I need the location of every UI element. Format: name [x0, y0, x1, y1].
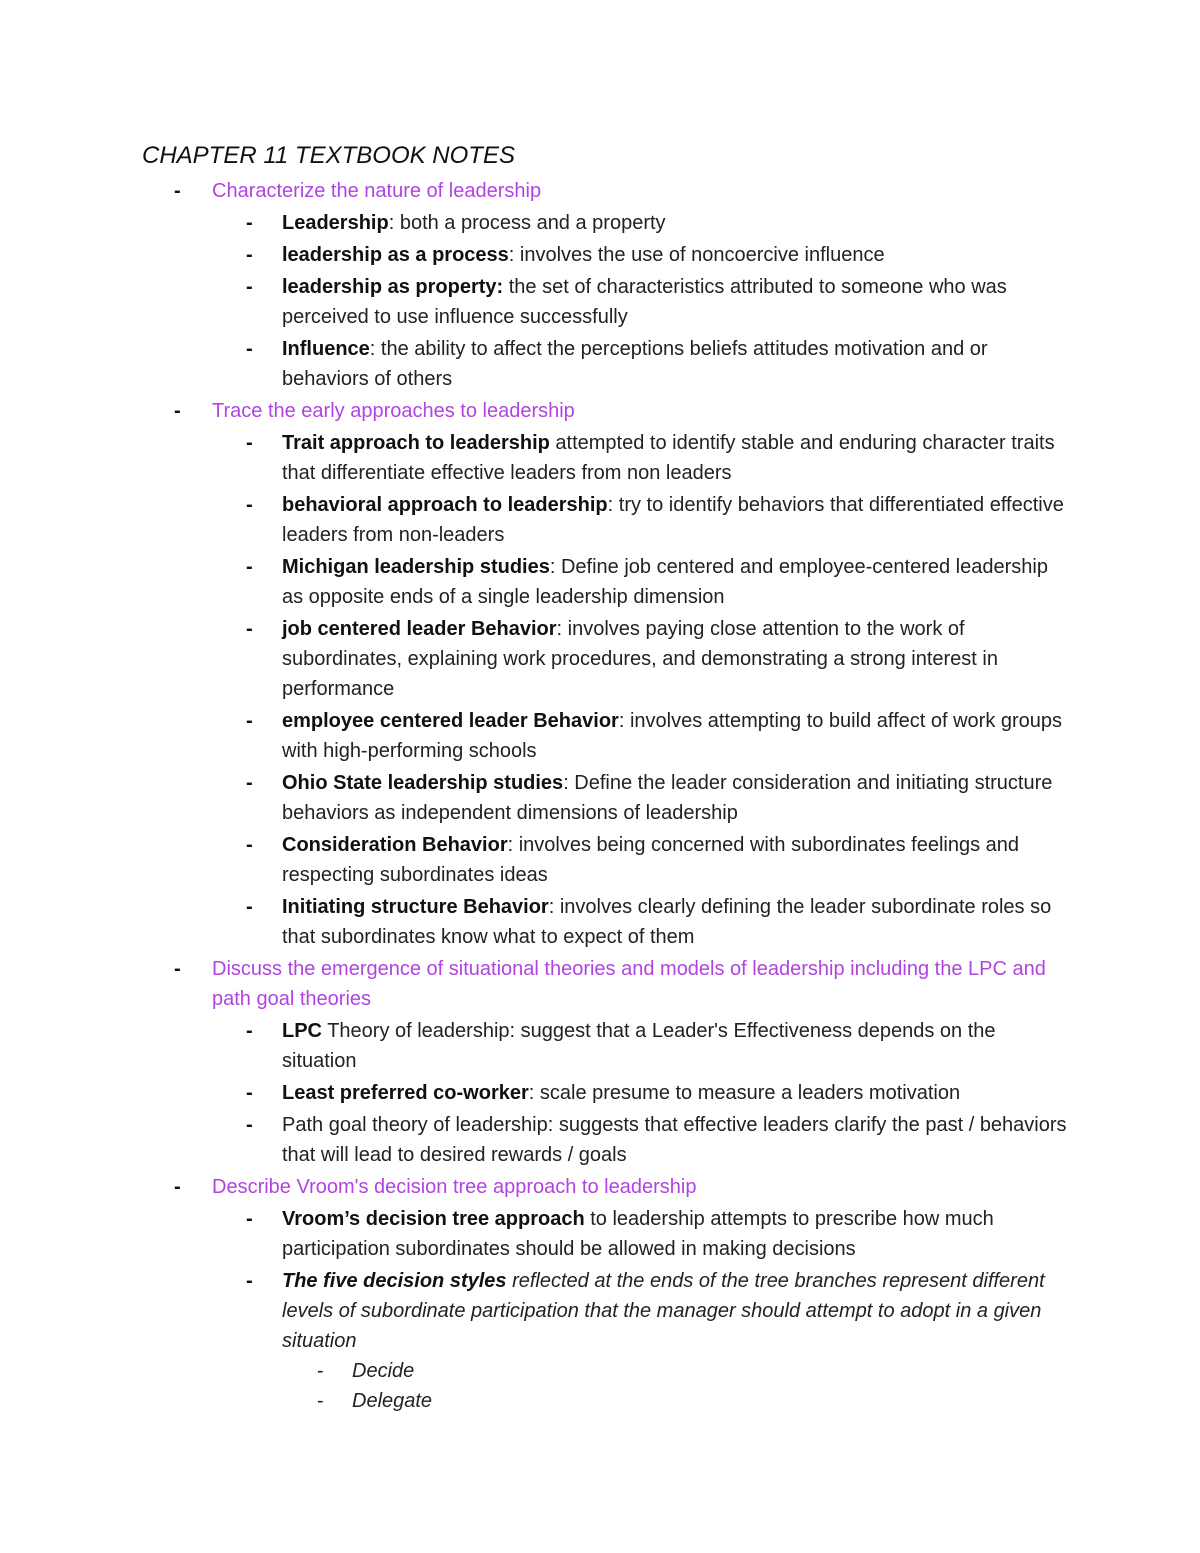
note-definition: Theory of leadership: suggest that a Leader's Effectiveness depends on the situation	[282, 1020, 996, 1072]
note-term: Ohio State leadership studies	[282, 772, 564, 794]
note-item	[212, 334, 1072, 394]
note-term: employee centered leader Behavior	[282, 710, 619, 732]
note-term: LPC	[282, 1020, 322, 1042]
bullet-dash: -	[246, 1270, 253, 1292]
note-term: Consideration Behavior	[282, 834, 508, 856]
section-sublist	[212, 208, 1072, 394]
note-item	[212, 830, 1072, 890]
note-text	[282, 494, 1064, 546]
style-label: Decide	[352, 1360, 415, 1382]
section-heading: Describe Vroom's decision tree approach to leadership	[212, 1176, 697, 1198]
note-text	[282, 710, 1062, 762]
note-definition: : Define the leader consideration and initiating structure behaviors as independent dimensions of leadership	[282, 772, 1053, 824]
note-term: The five decision styles	[282, 1270, 507, 1292]
bullet-dash: -	[246, 1114, 253, 1136]
note-text	[282, 772, 1052, 824]
section-heading: Characterize the nature of leadership	[212, 180, 542, 202]
note-item	[212, 1204, 1072, 1264]
bullet-dash: -	[246, 338, 253, 360]
note-item	[212, 1016, 1072, 1076]
note-text	[282, 276, 1007, 328]
note-text	[282, 1020, 996, 1072]
page-title: CHAPTER 11 TEXTBOOK NOTES	[142, 142, 515, 169]
bullet-dash: -	[246, 618, 253, 640]
note-item	[212, 208, 1072, 238]
bullet-dash: -	[174, 1176, 181, 1198]
note-definition: the set of characteristics attributed to someone who was perceived to use influence successfully	[282, 276, 1007, 328]
note-definition: : Define job centered and employee-centered leadership as opposite ends of a single leadership dimension	[282, 556, 1048, 608]
section-item	[142, 954, 1072, 1170]
note-item	[212, 1078, 1072, 1108]
note-item	[212, 552, 1072, 612]
note-term: Initiating structure Behavior	[282, 896, 549, 918]
section-item	[142, 1172, 1072, 1416]
bullet-dash: -	[174, 180, 181, 202]
note-term: Trait approach to leadership	[282, 432, 550, 454]
note-text	[282, 338, 988, 390]
note-item	[212, 428, 1072, 488]
note-definition: : involves clearly defining the leader subordinate roles so that subordinates know what to expect of them	[282, 896, 1052, 948]
note-term: leadership as a process	[282, 244, 509, 266]
bullet-dash: -	[174, 400, 181, 422]
note-definition: : involves paying close attention to the work of subordinates, explaining work procedures, and demonstrating a strong interest in performance	[282, 618, 998, 700]
note-item	[212, 1266, 1072, 1416]
note-term: Least preferred co-worker	[282, 1082, 529, 1104]
section-sublist	[212, 1204, 1072, 1416]
note-item	[212, 614, 1072, 704]
note-text	[282, 244, 885, 266]
bullet-dash: -	[246, 1208, 253, 1230]
note-item	[212, 706, 1072, 766]
bullet-dash: -	[317, 1360, 324, 1382]
bullet-dash: -	[246, 772, 253, 794]
bullet-dash: -	[174, 958, 181, 980]
note-item	[212, 490, 1072, 550]
note-item	[212, 1110, 1072, 1170]
bullet-dash: -	[246, 1082, 253, 1104]
note-text	[282, 212, 666, 234]
note-term: Vroom’s decision tree approach	[282, 1208, 585, 1230]
section-sublist	[212, 428, 1072, 952]
bullet-dash: -	[246, 710, 253, 732]
note-definition: : involves attempting to build affect of work groups with high-performing schools	[282, 710, 1063, 762]
bullet-dash: -	[246, 556, 253, 578]
note-definition: attempted to identify stable and enduring character traits that differentiate effective leaders from non leaders	[282, 432, 1055, 484]
bullet-dash: -	[246, 276, 253, 298]
bullet-dash: -	[246, 1020, 253, 1042]
note-definition: to leadership attempts to prescribe how much participation subordinates should be allowed in making decisions	[282, 1208, 994, 1260]
note-text	[282, 618, 998, 700]
bullet-dash: -	[246, 834, 253, 856]
note-term: Leadership	[282, 212, 389, 234]
note-term: job centered leader Behavior	[282, 618, 557, 640]
section-heading: Trace the early approaches to leadership	[212, 400, 575, 422]
note-definition: : the ability to affect the perceptions beliefs attitudes motivation and or behaviors of others	[282, 338, 988, 390]
outline-list	[142, 176, 1072, 1418]
section-sublist	[212, 1016, 1072, 1170]
note-item	[212, 272, 1072, 332]
note-text	[282, 1114, 1067, 1166]
section-heading: Discuss the emergence of situational theories and models of leadership including the LPC and path goal theories	[212, 958, 1046, 1010]
note-term: behavioral approach to leadership	[282, 494, 608, 516]
note-text	[282, 1208, 994, 1260]
note-definition: : try to identify behaviors that differentiated effective leaders from non-leaders	[282, 494, 1064, 546]
note-definition: : involves being concerned with subordinates feelings and respecting subordinates ideas	[282, 834, 1020, 886]
note-item	[212, 768, 1072, 828]
section-item	[142, 396, 1072, 952]
bullet-dash: -	[246, 244, 253, 266]
note-text	[282, 1270, 1045, 1352]
section-item	[142, 176, 1072, 394]
bullet-dash: -	[246, 432, 253, 454]
note-item	[212, 892, 1072, 952]
bullet-dash: -	[317, 1390, 324, 1412]
note-item	[212, 240, 1072, 270]
style-item	[282, 1386, 1072, 1416]
style-sublist	[282, 1356, 1072, 1416]
bullet-dash: -	[246, 212, 253, 234]
bullet-dash: -	[246, 494, 253, 516]
note-definition: : both a process and a property	[388, 212, 666, 234]
note-definition: reflected at the ends of the tree branches represent different levels of subordinate participation that the manager should attempt to adopt in a given situation	[282, 1270, 1045, 1352]
note-text	[282, 432, 1055, 484]
note-text	[282, 556, 1048, 608]
note-definition: : involves the use of noncoercive influence	[508, 244, 885, 266]
note-text	[282, 896, 1051, 948]
bullet-dash: -	[246, 896, 253, 918]
note-definition: Path goal theory of leadership: suggests that effective leaders clarify the past / behaviors that will lead to desired rewards / goals	[282, 1114, 1067, 1166]
note-term: Influence	[282, 338, 370, 360]
note-text	[282, 834, 1019, 886]
style-item	[282, 1356, 1072, 1386]
note-definition: : scale presume to measure a leaders motivation	[528, 1082, 961, 1104]
note-text	[282, 1082, 960, 1104]
note-term: Michigan leadership studies	[282, 556, 550, 578]
note-term: leadership as property:	[282, 276, 504, 298]
style-label: Delegate	[352, 1390, 433, 1412]
